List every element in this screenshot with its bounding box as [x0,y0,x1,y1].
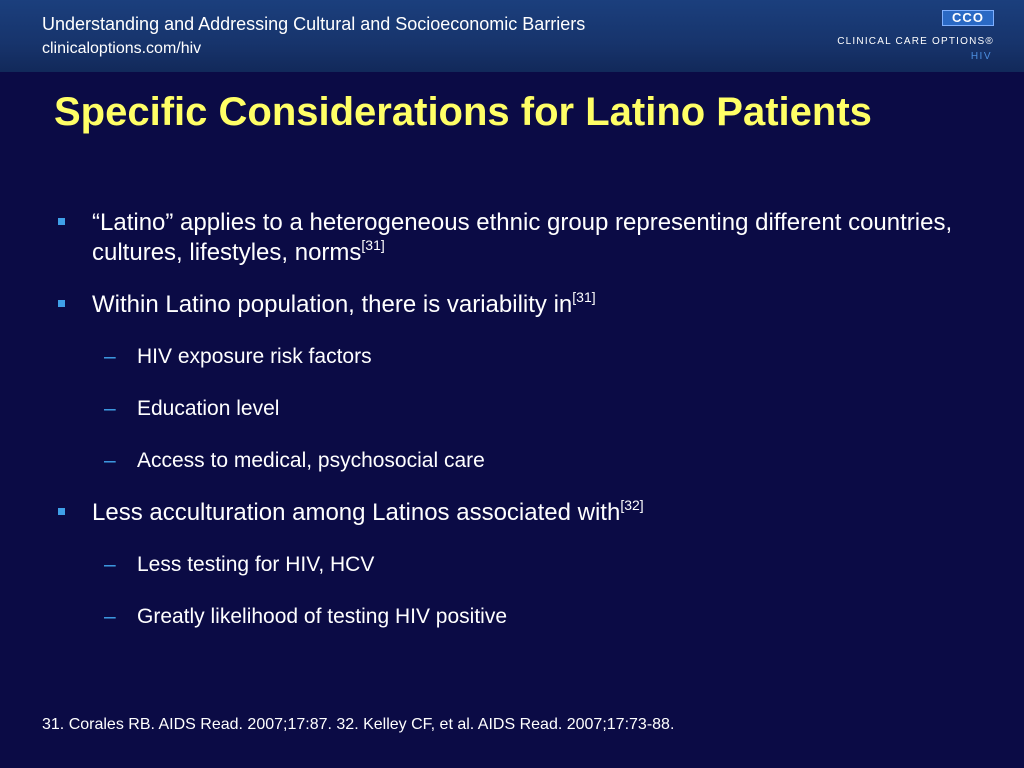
sub-bullet-text: HIV exposure risk factors [137,345,372,368]
dash-bullet-icon: – [104,605,116,628]
bullet-item [54,498,994,528]
square-bullet-icon [58,300,65,307]
dash-bullet-icon: – [104,553,116,576]
square-bullet-icon [58,218,65,225]
logo-sub: HIV [970,51,992,62]
logo-mark: CCO [942,10,994,26]
header-bar [0,0,1024,72]
clinical-care-options-logo [837,8,994,66]
sub-bullet-item [54,446,994,476]
bullet-list [54,208,994,654]
logo-name: CLINICAL CARE OPTIONS® [837,36,994,47]
sub-bullet-text: Greatly likelihood of testing HIV positive [137,605,508,628]
citation-ref: [31] [361,237,385,253]
slide-title: Specific Considerations for Latino Patients [54,90,872,134]
sub-bullet-text: Less testing for HIV, HCV [137,553,375,576]
presentation-title: Understanding and Addressing Cultural and Socioeconomic Barriers [42,14,586,34]
bullet-item [54,290,994,320]
website-url: clinicaloptions.com/hiv [42,40,202,57]
bullet-text: Within Latino population, there is variability in [92,291,573,318]
citation-ref: [32] [620,497,644,513]
dash-bullet-icon: – [104,397,116,420]
sub-bullet-item [54,550,994,580]
bullet-text: Less acculturation among Latinos associated with [92,499,621,526]
sub-bullet-text: Education level [137,397,280,420]
square-bullet-icon [58,508,65,515]
dash-bullet-icon: – [104,449,116,472]
sub-bullet-text: Access to medical, psychosocial care [137,449,485,472]
sub-bullet-item [54,394,994,424]
citation-ref: [31] [572,289,596,305]
references-footnote: 31. Corales RB. AIDS Read. 2007;17:87. 32. Kelley CF, et al. AIDS Read. 2007;17:73-88. [42,716,675,733]
sub-bullet-item [54,602,994,632]
dash-bullet-icon: – [104,345,116,368]
sub-bullet-item [54,342,994,372]
bullet-item [54,208,994,268]
bullet-text: “Latino” applies to a heterogeneous ethnic group representing different countries, cultures, lifestyles, norms [92,209,953,266]
